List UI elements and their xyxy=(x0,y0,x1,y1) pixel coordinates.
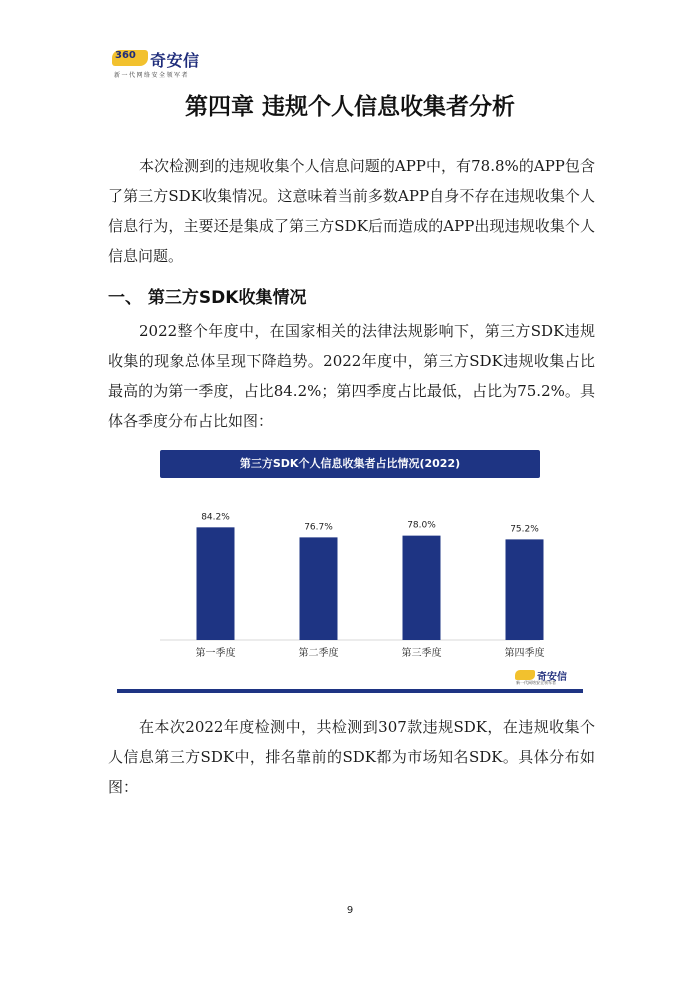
chart-watermark-logo xyxy=(515,668,585,684)
chart-logo-tagline: 新一代网络安全领军者 xyxy=(516,680,556,685)
bar-value-label-4: 75.2% xyxy=(510,524,539,535)
bar-3 xyxy=(403,536,441,640)
category-label-1: 第一季度 xyxy=(195,648,236,659)
trend-paragraph: 2022整个年度中，在国家相关的法律法规影响下，第三方SDK违规收集的现象总体呈现下降趋势。2022年度中，第三方SDK违规收集占比最高的为第一季度，占比84.2%；第四季度占比最低，占比为75.2%。具体各季度分布占比如图： xyxy=(108,322,595,430)
brand-logo xyxy=(112,46,222,80)
chart-bottom-rule xyxy=(117,689,583,693)
bar-4 xyxy=(506,539,544,640)
page-number: 9 xyxy=(346,905,354,916)
chart-logo-brand: 奇安信 xyxy=(537,672,567,683)
bar-1 xyxy=(197,527,235,640)
intro-paragraph: 本次检测到的违规收集个人信息问题的APP中，有78.8%的APP包含了第三方SDK收集情况。这意味着当前多数APP自身不存在违规收集个人信息行为，主要还是集成了第三方SDK后而造成的APP出现违规收集个人信息问题。 xyxy=(108,157,595,265)
bar-value-label-2: 76.7% xyxy=(304,522,333,533)
quarterly-bar-chart xyxy=(112,448,587,696)
bar-2 xyxy=(300,537,338,640)
logo-tagline: 新一代网络安全领军者 xyxy=(114,72,190,79)
category-label-3: 第三季度 xyxy=(401,648,442,659)
bar-value-label-1: 84.2% xyxy=(201,512,230,523)
logo-brand-name: 奇安信 xyxy=(150,51,200,70)
category-label-2: 第二季度 xyxy=(298,648,339,659)
chart-title: 第三方SDK个人信息收集者占比情况(2022) xyxy=(160,450,540,478)
section-heading: 一、 第三方SDK收集情况 xyxy=(108,288,307,308)
chart-canvas xyxy=(112,448,587,696)
chart-logo-badge xyxy=(515,670,535,680)
category-label-4: 第四季度 xyxy=(504,648,545,659)
logo-badge-text: 360 xyxy=(115,50,136,61)
bar-value-label-3: 78.0% xyxy=(407,520,436,531)
chapter-title: 第四章 违规个人信息收集者分析 xyxy=(184,94,515,120)
sdk-paragraph: 在本次2022年度检测中，共检测到307款违规SDK，在违规收集个人信息第三方SDK中，排名靠前的SDK都为市场知名SDK。具体分布如图： xyxy=(108,718,595,796)
